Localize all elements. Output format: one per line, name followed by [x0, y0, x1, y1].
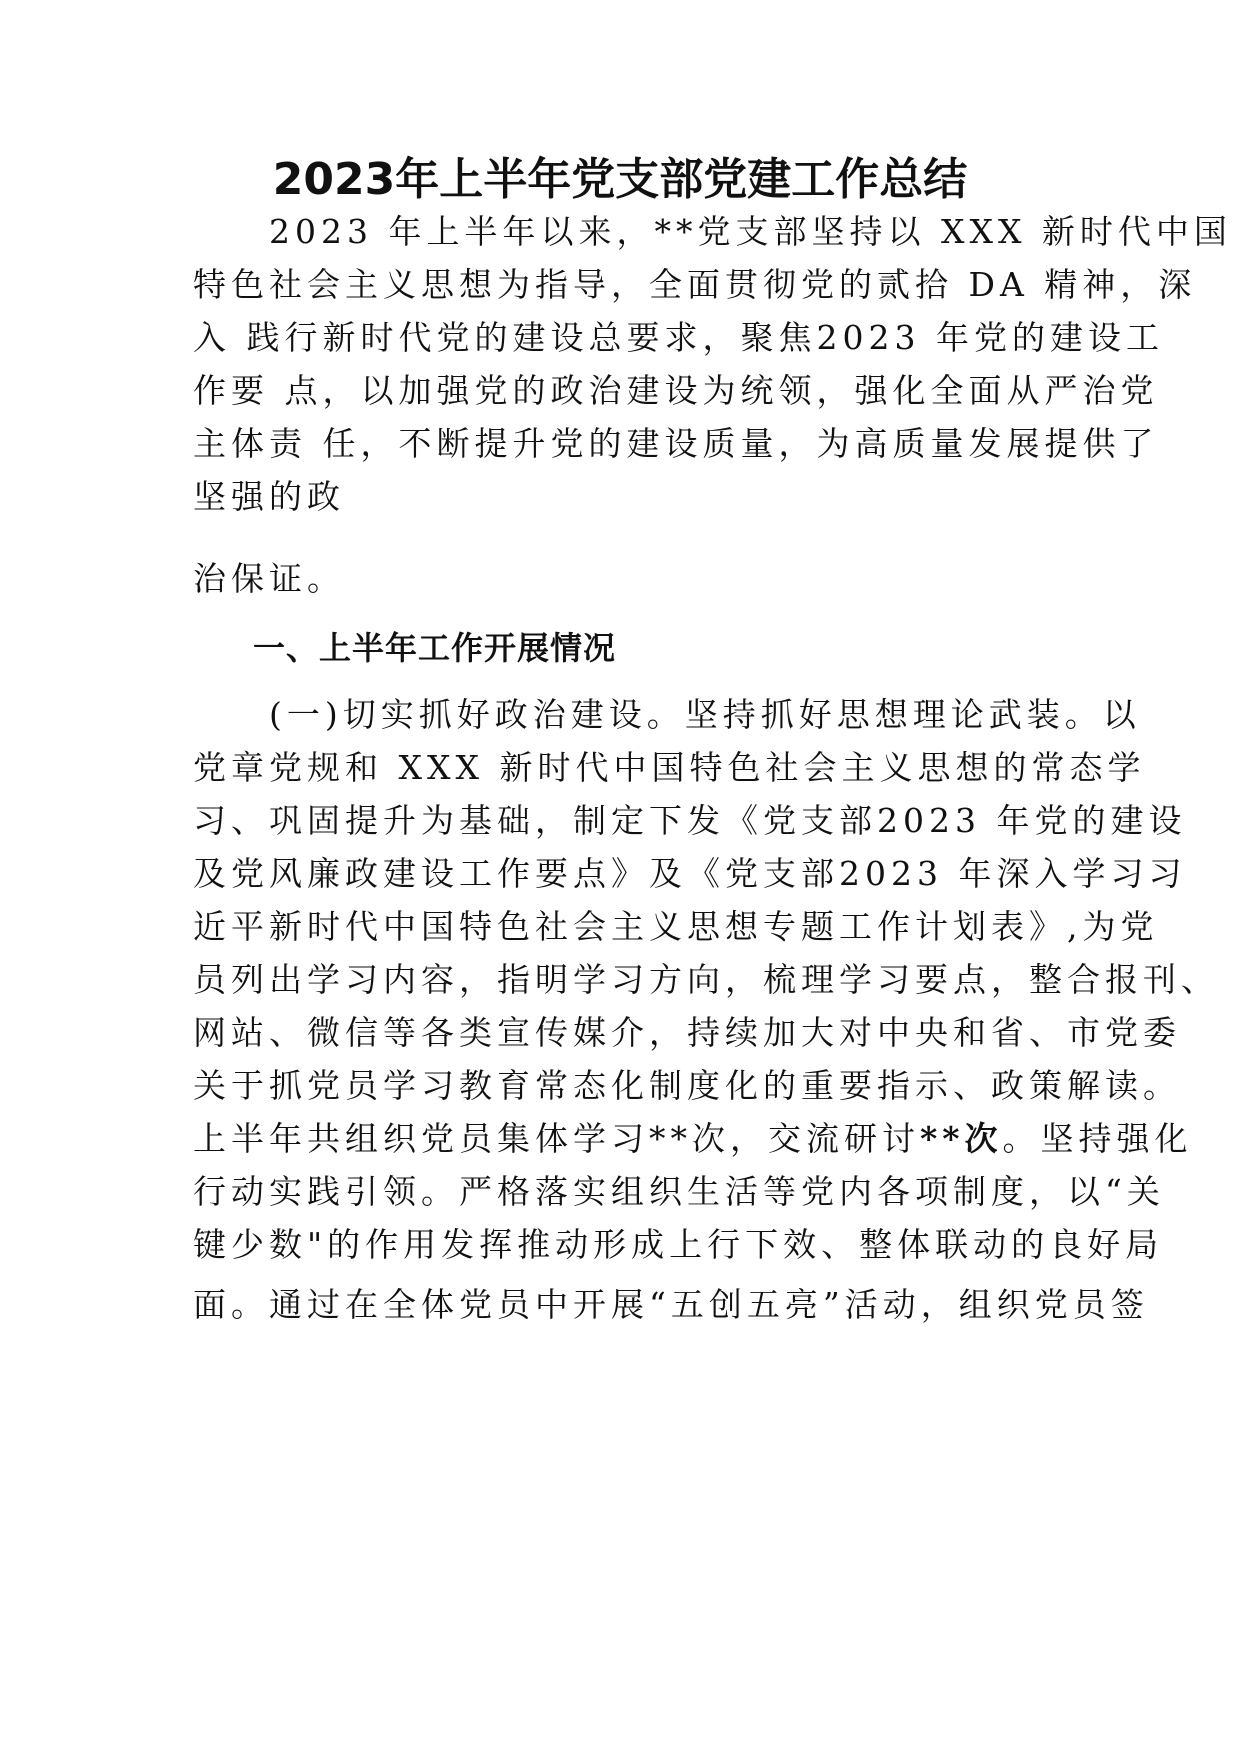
section-line-5: 近平新时代中国特色社会主义思想专题工作计划表》,为党	[193, 907, 1159, 946]
document-title: 2023年上半年党支部党建工作总结	[272, 154, 968, 205]
section-line-2: 党章党规和 XXX 新时代中国特色社会主义思想的常态学	[193, 748, 1146, 787]
section-line-4: 及党风廉政建设工作要点》及《党支部2023 年深入学习习	[193, 854, 1187, 893]
section-line-3: 习、巩固提升为基础，制定下发《党支部2023 年党的建设	[193, 801, 1187, 840]
bold-text: **次	[920, 1119, 1003, 1158]
section-line-6: 员列出学习内容，指明学习方向，梳理学习要点，整合报刊、	[193, 960, 1219, 999]
line-text-after: 。坚持强化	[1002, 1119, 1193, 1158]
intro-line-2: 特色社会主义思想为指导，全面贯彻党的贰拾 DA 精神，深	[193, 265, 1197, 304]
section-line-9	[193, 1119, 1193, 1159]
section-heading: 一、上半年工作开展情况	[253, 629, 617, 667]
section-line-10: 行动实践引领。严格落实组织生活等党内各项制度，以“关	[193, 1172, 1165, 1211]
intro-line-3: 入 践行新时代党的建设总要求，聚焦2023 年党的建设工	[193, 318, 1164, 357]
intro-line-1: 2023 年上半年以来，**党支部坚持以 XXX 新时代中国	[193, 212, 1232, 251]
section-line-11: 键少数"的作用发挥推动形成上行下效、整体联动的良好局	[193, 1225, 1164, 1264]
section-line-8: 关于抓党员学习教育常态化制度化的重要指示、政策解读。	[193, 1066, 1181, 1105]
section-line-1: (一)切实抓好政治建设。坚持抓好思想理论武装。以	[193, 695, 1141, 734]
section-line-7: 网站、微信等各类宣传媒介，持续加大对中央和省、市党委	[193, 1013, 1181, 1052]
section-line-12: 面。通过在全体党员中开展“五创五亮”活动，组织党员签	[193, 1285, 1149, 1324]
intro-line-5: 主体责 任，不断提升党的建设质量，为高质量发展提供了	[193, 424, 1159, 463]
line-text-before: 上半年共组织党员集体学习**次，交流研讨	[193, 1119, 920, 1158]
intro-line-4: 作要 点，以加强党的政治建设为统领，强化全面从严治党	[193, 371, 1159, 410]
intro-line-7: 治保证。	[193, 559, 345, 598]
intro-line-6: 坚强的政	[193, 477, 345, 516]
